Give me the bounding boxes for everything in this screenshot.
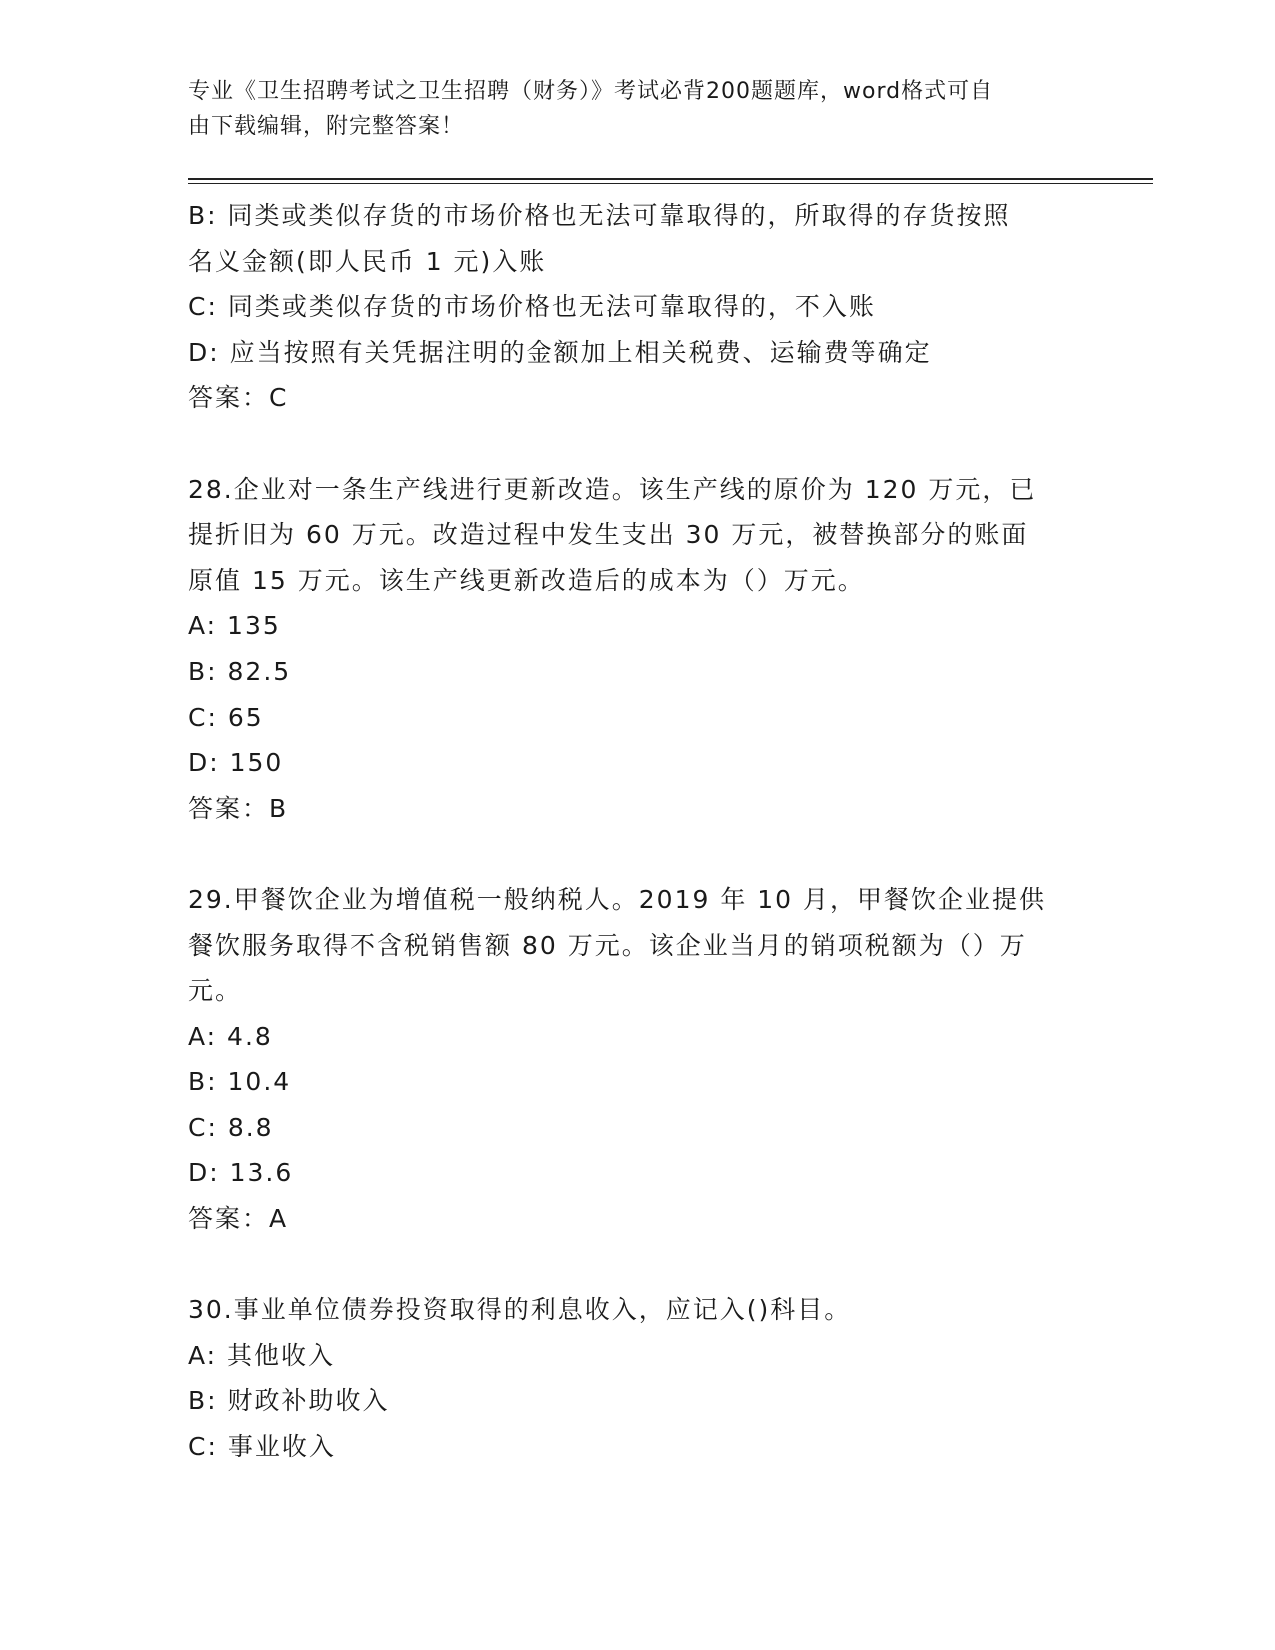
question-28 [188,467,1068,832]
blank-line [188,831,1068,877]
document-header [188,74,1068,144]
option-c: C: 事业收入 [188,1432,336,1462]
option-c: C: 8.8 [188,1112,274,1142]
question-29 [188,877,1068,1242]
question-text-line-1: 29.甲餐饮企业为增值税一般纳税人。2019 年 10 月，甲餐饮企业提供 [188,884,1047,914]
header-divider-thick [188,178,1153,180]
option-b: B: 财政补助收入 [188,1386,390,1416]
answer: 答案：A [188,1204,289,1234]
question-30 [188,1287,1068,1469]
header-title-line-2: 由下载编辑，附完整答案！ [188,114,465,139]
option-a: A: 4.8 [188,1021,273,1051]
question-27-tail [188,193,1068,421]
blank-line [188,421,1068,467]
question-text-line-3: 元。 [188,976,243,1006]
option-a: A: 135 [188,611,281,641]
option-c: C: 65 [188,702,264,732]
answer: 答案：C [188,383,289,413]
header-divider-thin [188,183,1153,184]
question-text-line-1: 28.企业对一条生产线进行更新改造。该生产线的原价为 120 万元，已 [188,474,1037,504]
option-a: A: 其他收入 [188,1340,336,1370]
document-body [188,193,1068,1470]
option-b-line-2: 名义金额(即人民币 1 元)入账 [188,246,547,276]
question-text-line-2: 提折旧为 60 万元。改造过程中发生支出 30 万元，被替换部分的账面 [188,520,1029,550]
option-d: D: 应当按照有关凭据注明的金额加上相关税费、运输费等确定 [188,337,932,367]
question-text-line-2: 餐饮服务取得不含税销售额 80 万元。该企业当月的销项税额为（）万 [188,930,1027,960]
option-b: B: 82.5 [188,656,292,686]
option-d: D: 150 [188,748,284,778]
question-text-line-1: 30.事业单位债券投资取得的利息收入，应记入()科目。 [188,1295,852,1325]
option-d: D: 13.6 [188,1158,294,1188]
blank-line [188,1242,1068,1288]
question-text-line-3: 原值 15 万元。该生产线更新改造后的成本为（）万元。 [188,565,865,595]
answer: 答案：B [188,793,289,823]
header-title-line-1: 专业《卫生招聘考试之卫生招聘（财务）》考试必背200题题库，word格式可自 [188,79,994,104]
option-b-line-1: B: 同类或类似存货的市场价格也无法可靠取得的，所取得的存货按照 [188,201,1011,230]
option-b: B: 10.4 [188,1067,292,1097]
option-c: C: 同类或类似存货的市场价格也无法可靠取得的，不入账 [188,292,876,322]
